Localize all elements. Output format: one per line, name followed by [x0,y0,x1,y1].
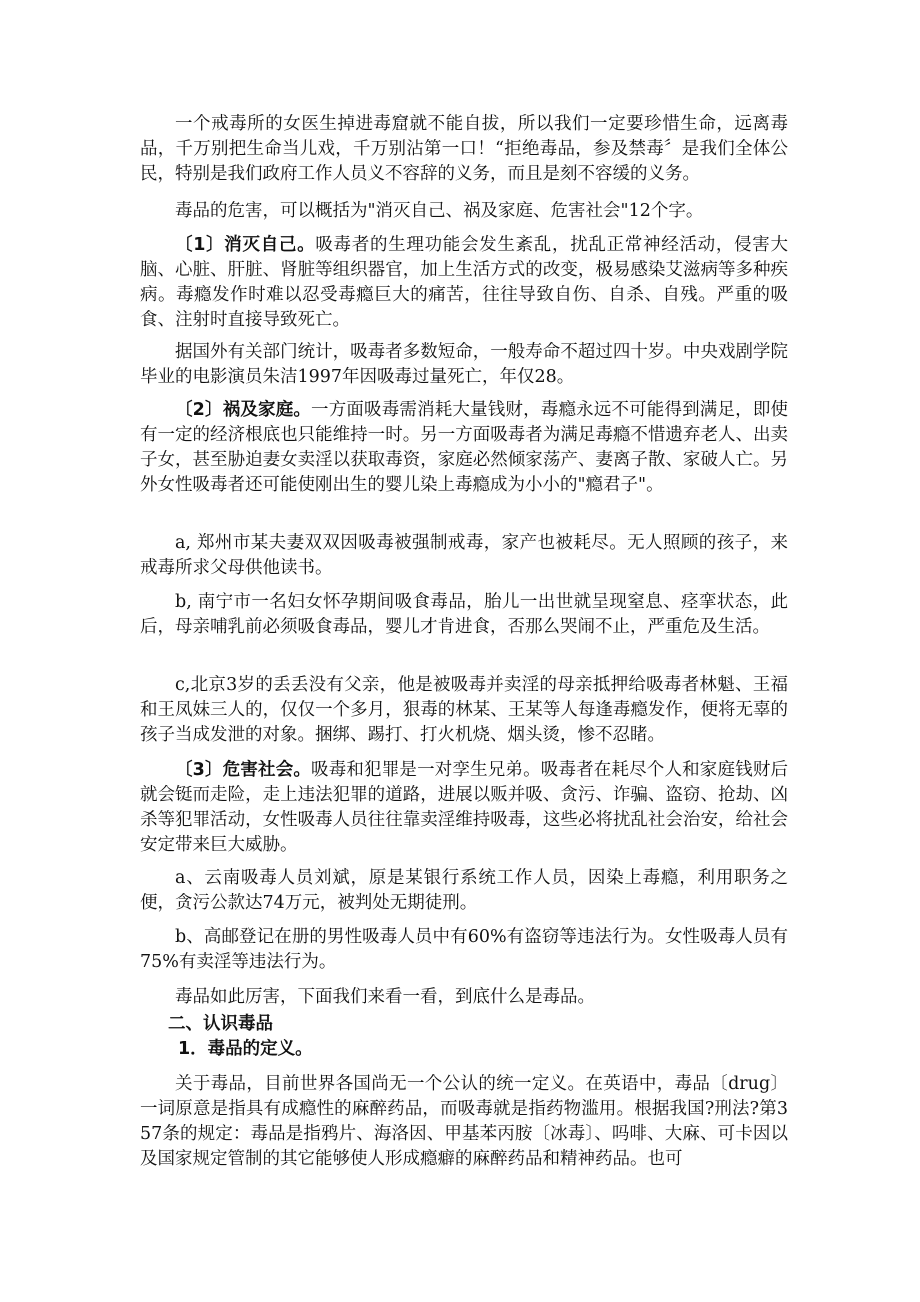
paragraph-intro: 一个戒毒所的女医生掉进毒窟就不能自拔，所以我们一定要珍惜生命，远离毒品，千万别把生命当儿戏，千万别沾第一口！“拒绝毒品，参及禁毒〞是我们全体公民，特别是我们政府工作人员义不容辞的义务，而且是刻不容缓的义务。 [140,114,788,184]
paragraph-harm-society: 〔3〕危害社会。吸毒和犯罪是一对孪生兄弟。吸毒者在耗尽个人和家庭钱财后就会铤而走险，走上违法犯罪的道路，进展以贩并吸、贪污、诈骗、盗窃、抢劫、凶杀等犯罪活动，女性吸毒人员往往靠卖淫维持吸毒，这些必将扰乱社会治安，给社会安定带来巨大威胁。 [140,760,788,855]
paragraph-harm-self: 〔1〕消灭自己。吸毒者的生理功能会发生紊乱，扰乱正常神经活动，侵害大脑、心脏、肝脏、肾脏等组织器官，加上生活方式的改变，极易感染艾滋病等多种疾病。毒瘾发作时难以忍受毒瘾巨大的痛苦，往往导致自伤、自杀、自残。严重的吸食、注射时直接导致死亡。 [140,235,788,330]
paragraph-case-yunnan: a、云南吸毒人员刘斌，原是某银行系统工作人员，因染上毒瘾，利用职务之便，贪污公款达74万元，被判处无期徒刑。 [140,868,788,913]
point-lead: 〔1〕消灭自己。 [175,235,316,255]
paragraph-harm-family: 〔2〕祸及家庭。一方面吸毒需消耗大量钱财，毒瘾永远不可能得到满足，即使有一定的经济根底也只能维持一时。另一方面吸毒者为满足毒瘾不惜遗弃老人、出卖子女，甚至胁迫妻女卖淫以获取毒资，家庭必然倾家荡产、妻离子散、家破人亡。另外女性吸毒者还可能使刚出生的婴儿染上毒瘾成为小小的"瘾君子"。 [140,400,788,495]
point-lead: 〔3〕危害社会。 [175,760,312,780]
paragraph-transition: 毒品如此厉害，下面我们来看一看，到底什么是毒品。 [175,987,595,1007]
paragraph-case-gaoyou: b、高邮登记在册的男性吸毒人员中有60%有盗窃等违法行为。女性吸毒人员有75%有卖淫等违法行为。 [140,927,788,972]
paragraph-summary: 毒品的危害，可以概括为"消灭自己、祸及家庭、危害社会"12个字。 [175,201,704,221]
point-lead: 〔2〕祸及家庭。 [175,400,312,420]
paragraph-statistics: 据国外有关部门统计，吸毒者多数短命，一般寿命不超过四十岁。中央戏剧学院毕业的电影演员朱洁1997年因吸毒过量死亡，年仅28。 [140,342,788,387]
paragraph-definition: 关于毒品，目前世界各国尚无一个公认的统一定义。在英语中，毒品〔drug〕一词原意是指具有成瘾性的麻醉药品，而吸毒就是指药物滥用。根据我国?刑法?第357条的规定：毒品是指鸦片、海洛因、甲基苯丙胺〔冰毒〕、吗啡、大麻、可卡因以及国家规定管制的其它能够使人形成瘾癖的麻醉药品和精神药品。也可 [140,1074,788,1169]
paragraph-case-b: b, 南宁市一名妇女怀孕期间吸食毒品，胎儿一出世就呈现窒息、痉挛状态，此后，母亲哺乳前必须吸食毒品，婴儿才肯进食，否那么哭闹不止，严重危及生活。 [140,592,788,637]
paragraph-case-c: c,北京3岁的丢丢没有父亲，他是被吸毒并卖淫的母亲抵押给吸毒者林魁、王福和王凤妹三人的，仅仅一个多月，狠毒的林某、王某等人每逢毒瘾发作，便将无辜的孩子当成发泄的对象。捆绑、踢打、打火机烧、烟头烫，惨不忍睹。 [140,675,788,745]
section-heading: 二、认识毒品 [168,1014,273,1034]
sub-heading: 1．毒品的定义。 [178,1039,313,1059]
paragraph-case-a: a, 郑州市某夫妻双双因吸毒被强制戒毒，家产也被耗尽。无人照顾的孩子，来戒毒所求父母供他读书。 [140,533,788,578]
